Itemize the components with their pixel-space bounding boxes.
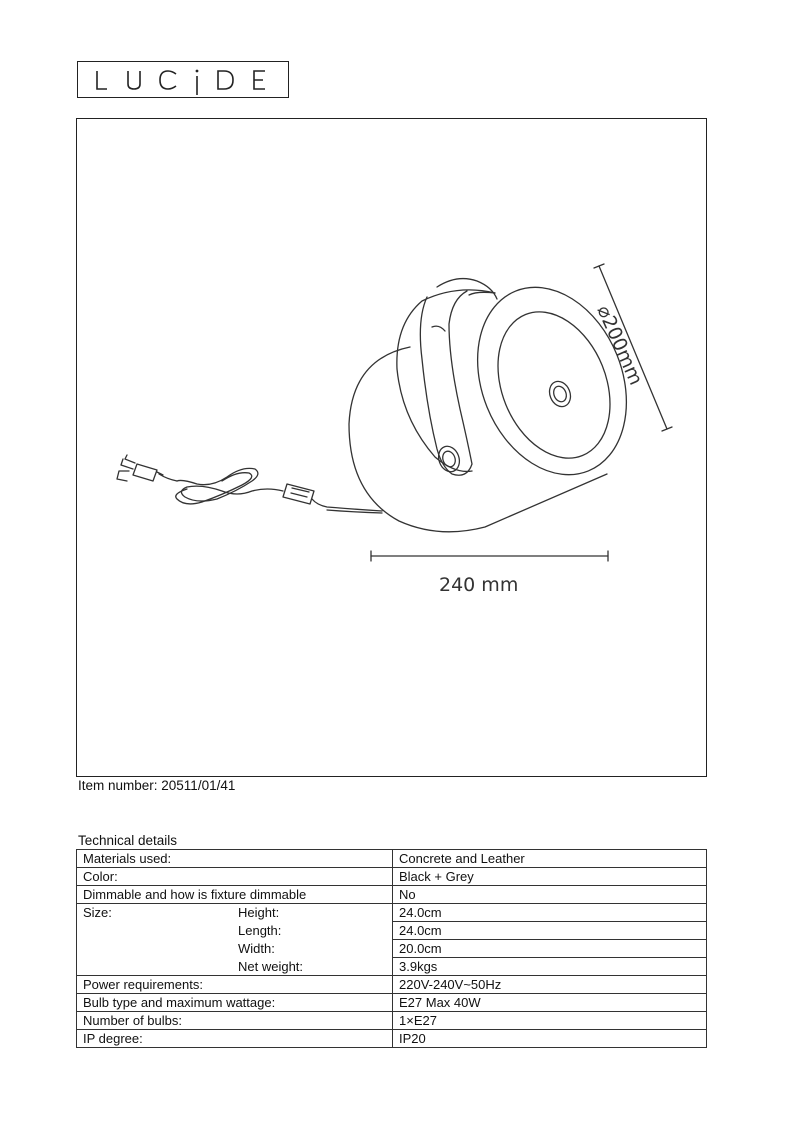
table-row [77, 904, 707, 922]
table-row [77, 850, 707, 868]
table-row [77, 922, 707, 940]
spec-value: Concrete and Leather [393, 850, 707, 868]
spec-label [77, 940, 393, 958]
table-row [77, 994, 707, 1012]
diameter-label: ⌀200mm [592, 302, 647, 389]
table-row [77, 1012, 707, 1030]
spec-value: No [393, 886, 707, 904]
technical-details-title: Technical details [78, 833, 178, 848]
item-number: Item number: 20511/01/41 [78, 778, 236, 793]
height-label: Height: [238, 905, 280, 920]
lamp-rear-ring [397, 290, 495, 472]
product-drawing [76, 118, 707, 777]
lucide-logo-icon [83, 65, 283, 95]
spec-value: 24.0cm [393, 904, 707, 922]
spec-label: IP degree: [77, 1030, 393, 1048]
spec-value: IP20 [393, 1030, 707, 1048]
table-row [77, 886, 707, 904]
spec-value: E27 Max 40W [393, 994, 707, 1012]
spec-label [77, 904, 393, 922]
spec-value: 3.9kgs [393, 958, 707, 976]
power-cable [312, 499, 382, 511]
lamp-strap [437, 279, 497, 299]
table-row [77, 940, 707, 958]
inline-switch [283, 484, 314, 504]
coiled-cable [177, 468, 283, 501]
table-row [77, 976, 707, 994]
length-label: 240 mm [439, 574, 519, 596]
table-row [77, 868, 707, 886]
spec-label: Materials used: [77, 850, 393, 868]
length-label: Length: [238, 922, 282, 938]
spec-value: 1×E27 [393, 1012, 707, 1030]
lamp-front-disc [451, 265, 653, 497]
spec-label [77, 922, 393, 940]
spec-label: Color: [77, 868, 393, 886]
width-label: Width: [238, 940, 275, 956]
net-weight-label: Net weight: [238, 958, 304, 974]
table-row [77, 1030, 707, 1048]
brand-logo [77, 61, 289, 98]
power-plug [133, 464, 157, 481]
spec-label: Dimmable and how is fixture dimmable [77, 886, 393, 904]
spec-value: 24.0cm [393, 922, 707, 940]
spec-label: Number of bulbs: [77, 1012, 393, 1030]
spec-value: 20.0cm [393, 940, 707, 958]
lamp-line-drawing [77, 119, 708, 778]
spec-label: Power requirements: [77, 976, 393, 994]
spec-value: Black + Grey [393, 868, 707, 886]
spec-label: Bulb type and maximum wattage: [77, 994, 393, 1012]
size-label: Size: [83, 905, 112, 921]
table-row [77, 958, 707, 976]
spec-label [77, 958, 393, 976]
spec-value: 220V-240V~50Hz [393, 976, 707, 994]
technical-details-table [76, 849, 707, 1048]
